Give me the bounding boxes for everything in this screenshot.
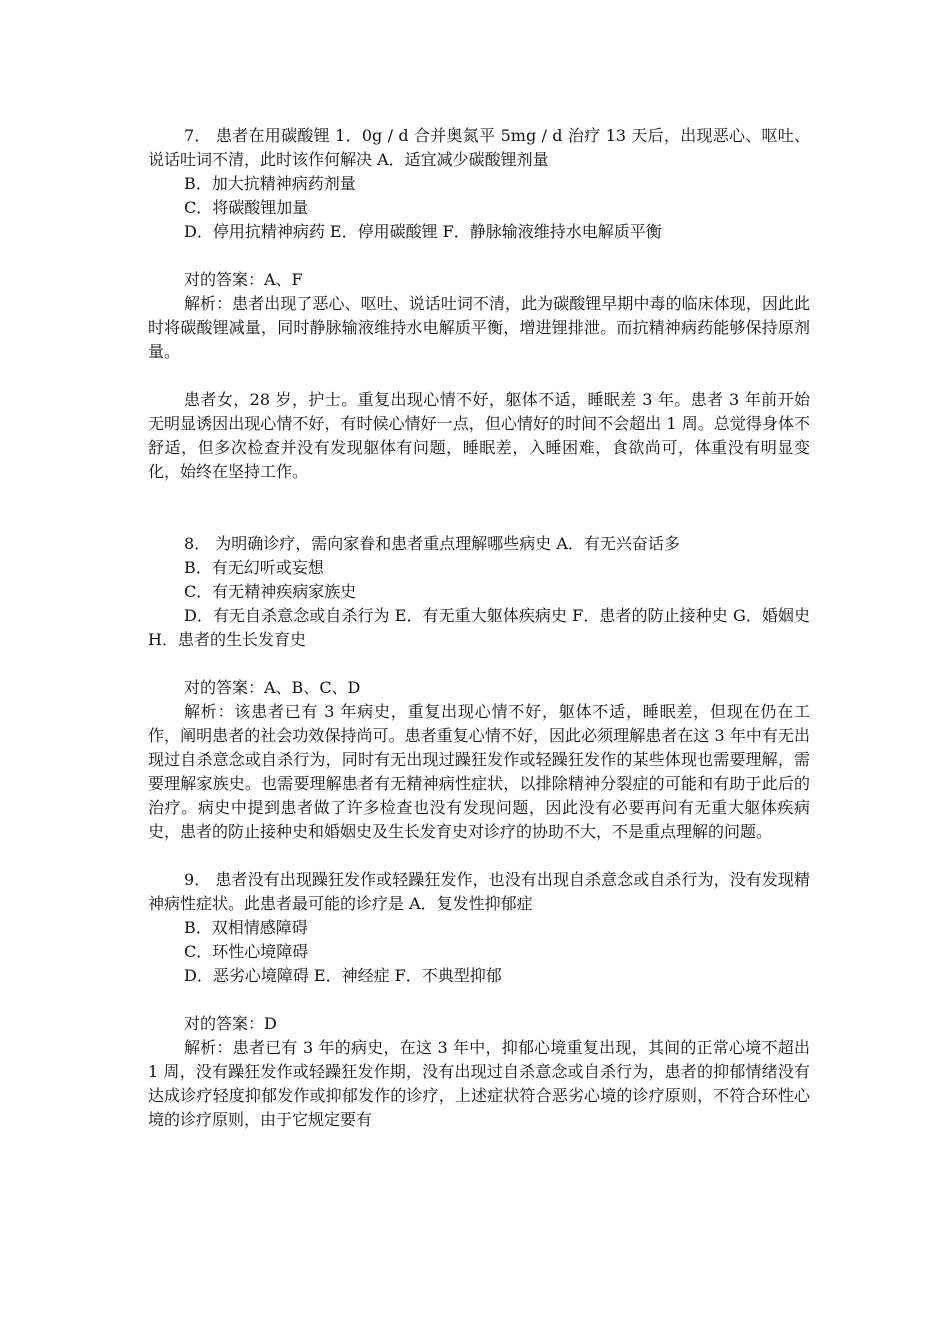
spacer xyxy=(148,988,810,1012)
q8-answer: 对的答案：A、B、C、D xyxy=(184,678,361,697)
q9-stem: 9． 患者没有出现躁狂发作或轻躁狂发作，也没有出现自杀意念或自杀行为，没有发现精神病性症状。此患者最可能的诊疗是 A．复发性抑郁症 xyxy=(148,870,810,913)
q8-analysis: 解析：该患者已有 3 年病史，重复出现心情不好，躯体不适，睡眠差，但现在仍在工作，阐明患者的社会功效保持尚可。患者重复心情不好，因此必须理解患者在这 3 年中有无出现过自杀意念或自杀行为，同时有无出现过躁狂发作或轻躁狂发作的某些体现也需要理解，需要理解家族史。也需要理解患者有无精神病性症状，以排除精神分裂症的可能和有助于此后的治疗。病史中提到患者做了许多检查也没有发现问题，因此没有必要再问有无重大躯体疾病史，患者的防止接种史和婚姻史及生长发育史对诊疗的协助不大，不是重点理解的问题。 xyxy=(148,702,810,841)
q9-option-c: C．环性心境障碍 xyxy=(184,942,309,961)
document-body xyxy=(148,124,810,1132)
q7-answer: 对的答案：A、F xyxy=(184,270,303,289)
spacer xyxy=(148,244,810,268)
q8-option-b: B．有无幻听或妄想 xyxy=(184,558,324,577)
q8-option-d: D．有无自杀意念或自杀行为 E．有无重大躯体疾病史 F．患者的防止接种史 G．婚姻史 H．患者的生长发育史 xyxy=(148,606,810,649)
spacer xyxy=(148,484,810,532)
q7-stem: 7． 患者在用碳酸锂 1．0g / d 合并奥氮平 5mg / d 治疗 13 天后，出现恶心、呕吐、说话吐词不清，此时该作何解决 A．适宜减少碳酸锂剂量 xyxy=(148,126,810,169)
spacer xyxy=(148,844,810,868)
q8-option-c: C．有无精神疾病家族史 xyxy=(184,582,357,601)
q9-option-d: D．恶劣心境障碍 E．神经症 F．不典型抑郁 xyxy=(184,966,502,985)
q7-option-b: B．加大抗精神病药剂量 xyxy=(184,174,356,193)
case-description: 患者女，28 岁，护士。重复出现心情不好，躯体不适，睡眠差 3 年。患者 3 年前开始无明显诱因出现心情不好，有时候心情好一点，但心情好的时间不会超出 1 周。总觉得身体不舒适，但多次检查并没有发现躯体有问题，睡眠差，入睡困难，食欲尚可，体重没有明显变化，始终在坚持工作。 xyxy=(148,390,810,481)
q9-answer: 对的答案：D xyxy=(184,1014,277,1033)
spacer xyxy=(148,364,810,388)
q8-stem: 8． 为明确诊疗，需向家眷和患者重点理解哪些病史 A．有无兴奋话多 xyxy=(184,534,680,553)
q7-analysis: 解析：患者出现了恶心、呕吐、说话吐词不清，此为碳酸锂早期中毒的临床体现，因此此时将碳酸锂减量，同时静脉输液维持水电解质平衡，增进锂排泄。而抗精神病药能够保持原剂量。 xyxy=(148,294,810,361)
q9-analysis: 解析：患者已有 3 年的病史，在这 3 年中，抑郁心境重复出现，其间的正常心境不超出 1 周，没有躁狂发作或轻躁狂发作期，没有出现过自杀意念或自杀行为，患者的抑郁情绪没有达成诊疗轻度抑郁发作或抑郁发作的诊疗，上述症状符合恶劣心境的诊疗原则，不符合环性心境的诊疗原则，由于它规定要有 xyxy=(148,1038,810,1129)
spacer xyxy=(148,652,810,676)
q9-option-b: B．双相情感障碍 xyxy=(184,918,308,937)
q7-option-d: D．停用抗精神病药 E．停用碳酸锂 F．静脉输液维持水电解质平衡 xyxy=(184,222,662,241)
q7-option-c: C．将碳酸锂加量 xyxy=(184,198,309,217)
